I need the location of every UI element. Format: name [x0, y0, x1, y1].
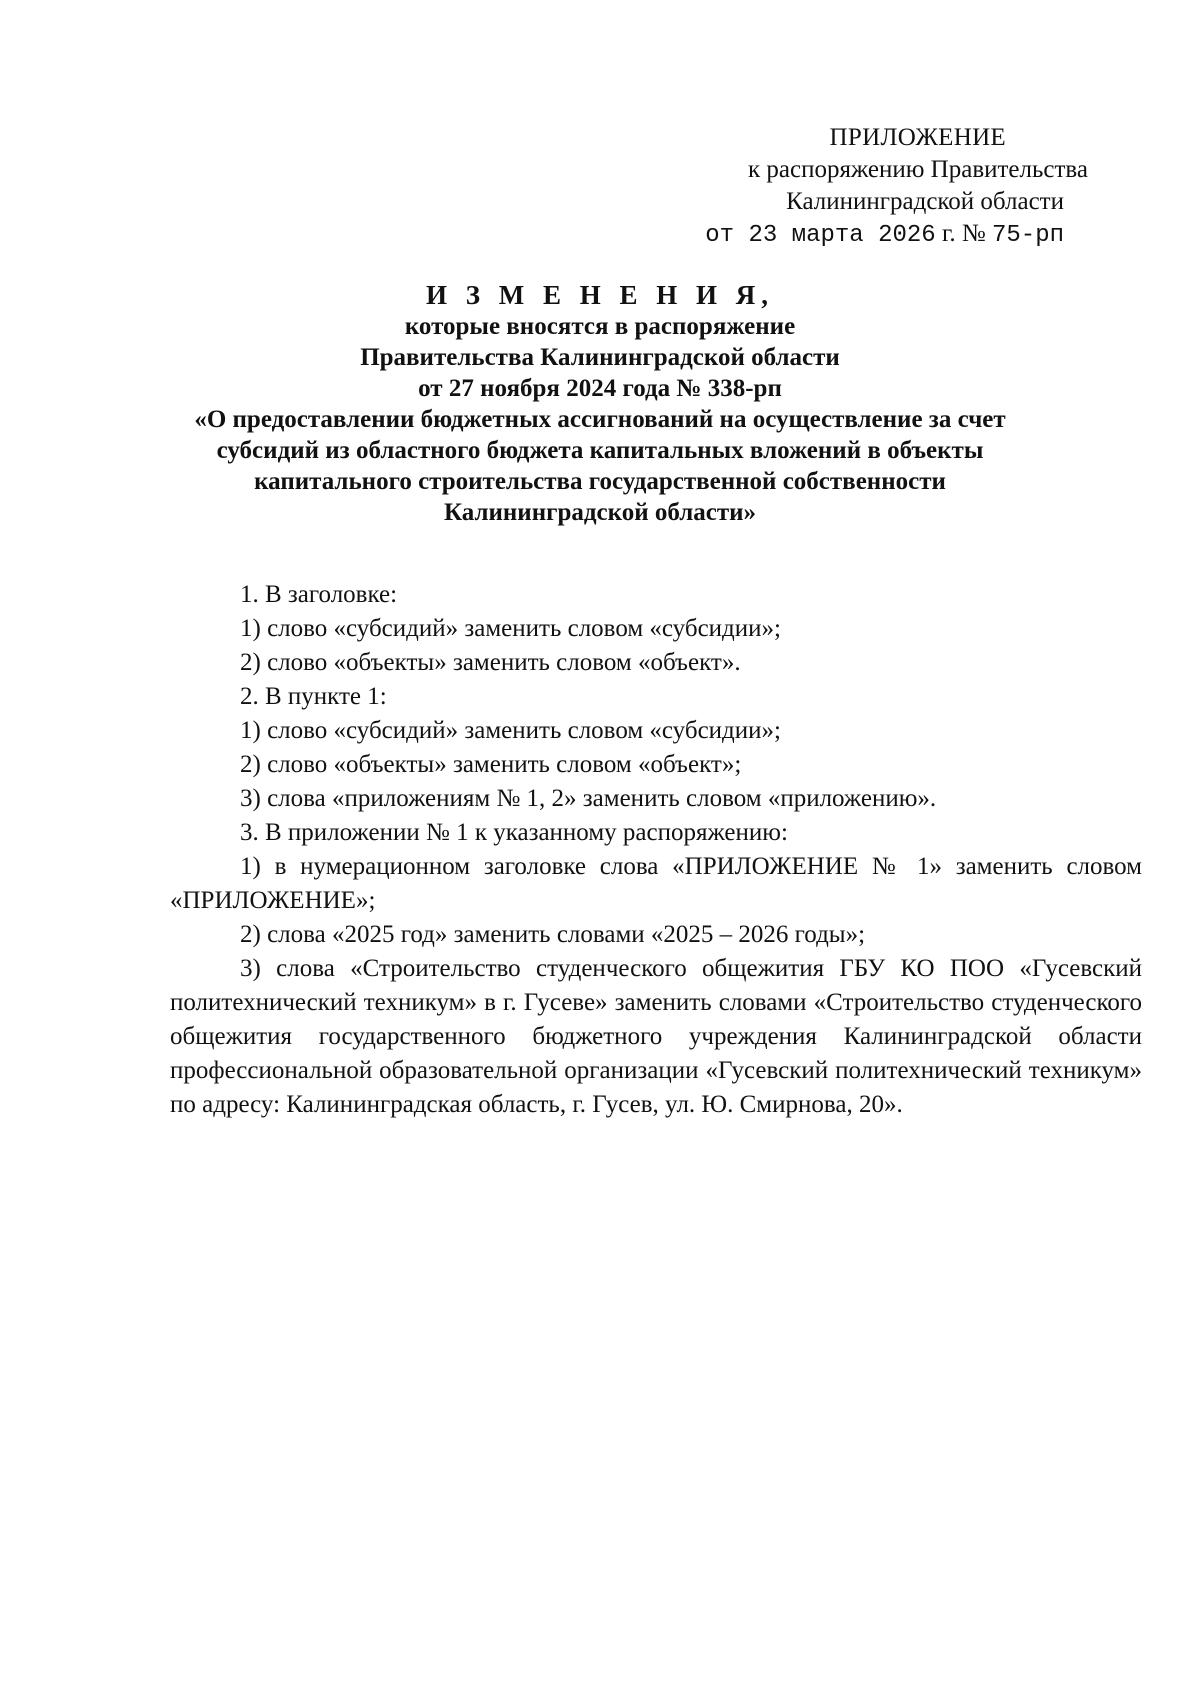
list-item: 2) слово «объекты» заменить словом «объект».	[240, 649, 741, 676]
document-heading	[150, 280, 1050, 528]
stamp-date-mid: г. №	[935, 220, 992, 247]
heading-line: капитального строительства государственной собственности	[254, 468, 946, 495]
heading-line: которые вносятся в распоряжение	[404, 313, 796, 340]
amendments-list	[170, 578, 1170, 1122]
list-item: 3) слова «приложениям № 1, 2» заменить словом «приложению».	[240, 785, 937, 812]
heading-line: «О предоставлении бюджетных ассигнований на осуществление за счет	[194, 406, 1006, 433]
heading-line: субсидий из областного бюджета капитальных вложений в объекты	[216, 437, 984, 464]
list-item: 2) слова «2025 год» заменить словами «2025 – 2026 годы»;	[240, 921, 866, 948]
stamp-reference: к распоряжению Правительства	[747, 156, 1088, 183]
heading-line: Калининградской области»	[443, 499, 757, 526]
heading-line: Правительства Калининградской области	[360, 344, 840, 371]
heading-line: от 27 ноября 2024 года № 338-рп	[418, 375, 782, 402]
list-item: 1) слово «субсидий» заменить словом «субсидии»;	[240, 717, 781, 744]
list-item: 1) в нумерационном заголовке слова «ПРИЛОЖЕНИЕ № 1» заменить словом «ПРИЛОЖЕНИЕ»;	[170, 853, 1142, 914]
heading-title: И З М Е Н Е Н И Я,	[425, 280, 774, 310]
list-item: 3) слова «Строительство студенческого общежития ГБУ КО ПОО «Гусевский политехнический техникум» в г. Гусеве» заменить словами «Строительство студенческого общежития государственного бюджетного учреждения Калининградской области профессиональной образовательной организации «Гусевский политехнический техникум» по адресу: Калининградская область, г. Гусев, ул. Ю. Смирнова, 20».	[170, 955, 1142, 1118]
list-item: 1. В заголовке:	[240, 581, 398, 608]
stamp-date-number: 75-рп	[991, 222, 1064, 249]
list-item: 3. В приложении № 1 к указанному распоряжению:	[240, 819, 788, 846]
stamp-region: Калининградской области	[786, 188, 1064, 215]
approval-stamp	[668, 122, 1088, 252]
list-item: 2) слово «объекты» заменить словом «объект»;	[240, 751, 742, 778]
stamp-date	[668, 218, 1088, 252]
stamp-date-prefix: от 23 марта 2026	[705, 222, 936, 249]
list-item: 2. В пункте 1:	[240, 683, 387, 710]
list-item: 1) слово «субсидий» заменить словом «субсидии»;	[240, 615, 781, 642]
stamp-title: ПРИЛОЖЕНИЕ	[829, 124, 1006, 151]
